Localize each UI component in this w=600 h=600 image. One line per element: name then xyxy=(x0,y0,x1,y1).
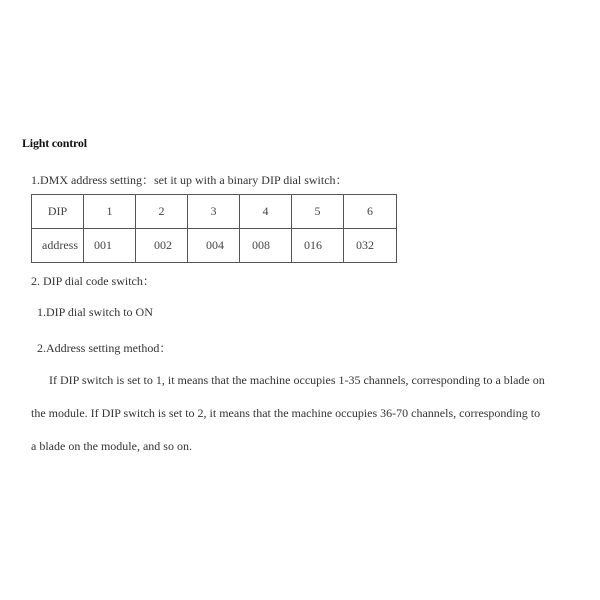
table-row-dip xyxy=(32,195,397,229)
paragraph-line-3: a blade on the module, and so on. xyxy=(31,439,192,453)
paragraph-line-1: If DIP switch is set to 1, it means that the machine occupies 1-35 channels, corresponding to a blade on xyxy=(49,373,545,387)
table-cell-dip-2: 2 xyxy=(136,195,188,229)
step2-sub1: 1.DIP dial switch to ON xyxy=(37,305,153,319)
table-cell-address-6: 032 xyxy=(344,229,397,263)
table-cell-dip-3: 3 xyxy=(188,195,240,229)
table-cell-address-3: 004 xyxy=(188,229,240,263)
table-cell-address-2: 002 xyxy=(136,229,188,263)
table-row-address xyxy=(32,229,397,263)
table-cell-dip-5: 5 xyxy=(292,195,344,229)
table-header-dip: DIP xyxy=(32,195,84,229)
table-cell-dip-6: 6 xyxy=(344,195,397,229)
step1-text: 1.DMX address setting：set it up with a binary DIP dial switch： xyxy=(31,173,348,187)
table-cell-address-5: 016 xyxy=(292,229,344,263)
table-cell-dip-1: 1 xyxy=(84,195,136,229)
table-cell-address-1: 001 xyxy=(84,229,136,263)
table-cell-dip-4: 4 xyxy=(240,195,292,229)
step2-text: 2. DIP dial code switch： xyxy=(31,274,155,288)
dip-address-table xyxy=(31,194,397,263)
table-cell-address-4: 008 xyxy=(240,229,292,263)
step2-sub2: 2.Address setting method： xyxy=(37,341,172,355)
section-title: Light control xyxy=(22,136,87,150)
table-header-address: address xyxy=(32,229,84,263)
paragraph-line-2: the module. If DIP switch is set to 2, it means that the machine occupies 36-70 channels, corresponding to xyxy=(31,406,541,420)
